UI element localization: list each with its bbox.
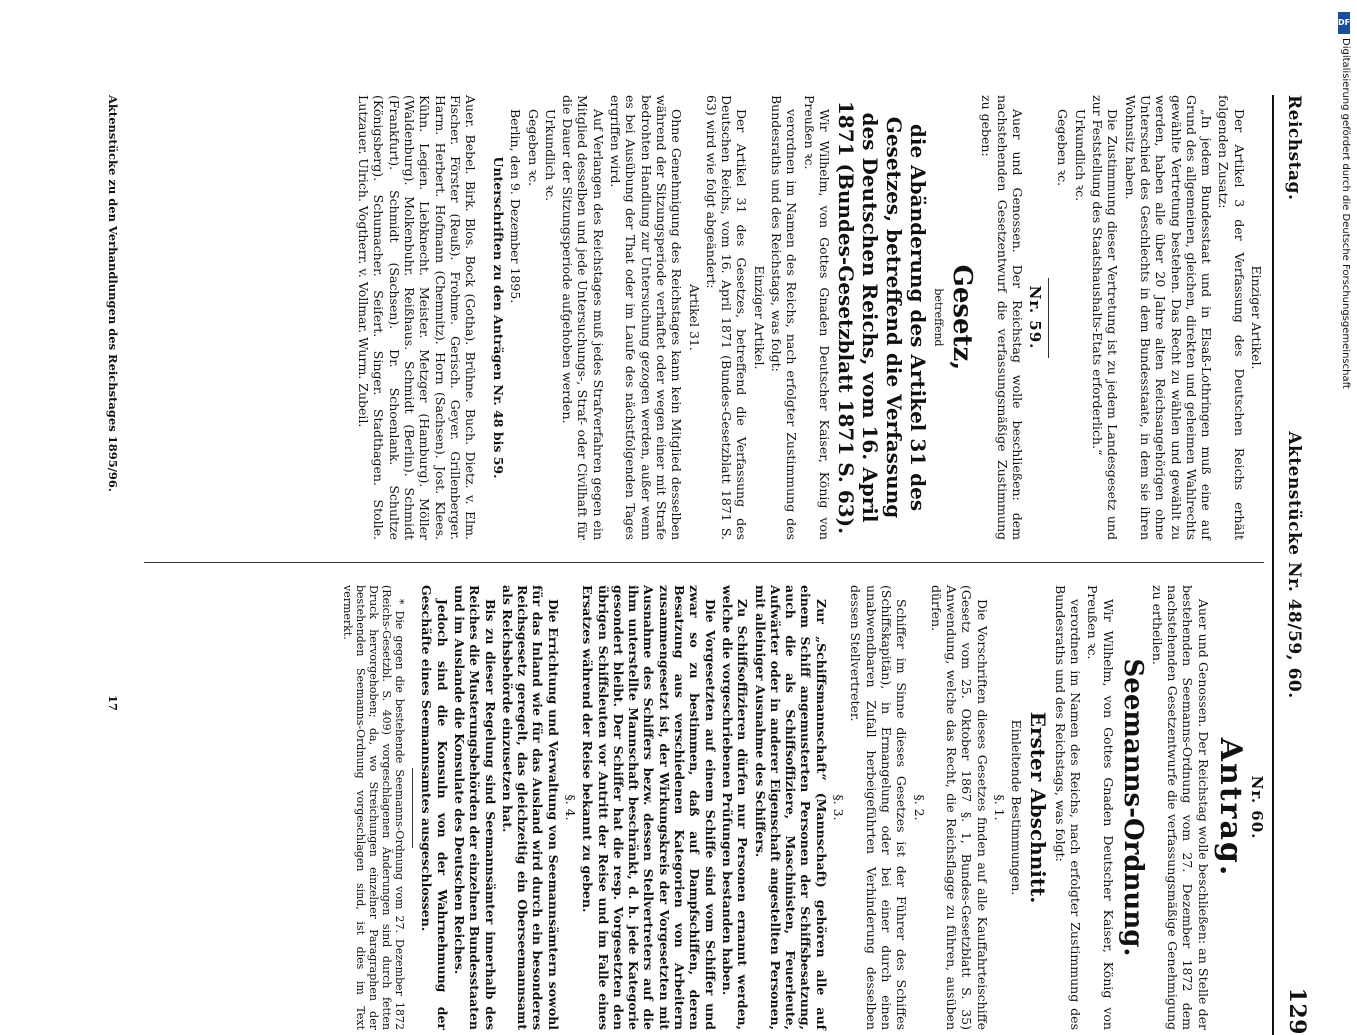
paragraph-number: §. 2. <box>911 794 927 821</box>
footnote: * Die gegen die bestehende Seemanns-Ordnung vom 27. Dezember 1872 (Reichs-Gesetzbl. S. 409) vorgeschlagenen Änderungen sind durch fetten Druck hervorgehoben; da, wo Streichungen einzelner Paragraphen der bestehenden Seemanns-Ordnung vorgeschlagen sind, ist dies im Text vermerkt. <box>341 585 407 1030</box>
signatures-heading: Unterschriften zu den Anträgen Nr. 48 bis 59. <box>491 156 507 479</box>
paragraph: Wir Wilhelm, von Gottes Gnaden Deutscher Kaiser, König von Preußen ꝛc. <box>1085 585 1116 1030</box>
footer-text: Aktenstücke zu den Verhandlungen des Reichstages 1895/96. <box>106 95 120 492</box>
section-heading: Erster Abschnitt. <box>1026 711 1051 904</box>
signature-mark: 17 <box>106 695 120 712</box>
paragraph: Wir Wilhelm, von Gottes Gnaden Deutscher Kaiser, König von Preußen ꝛc. <box>801 95 832 540</box>
paragraph-number: §. 4. <box>563 794 579 821</box>
dfg-logo: DFG <box>1338 12 1350 34</box>
paragraph: Gegeben ꝛc. <box>1055 109 1071 187</box>
paragraph: Der Artikel 3 der Verfassung des Deutschen Reichs erhält folgenden Zusatz: <box>1216 95 1247 540</box>
paragraph: Bis zu dieser Regelung sind Seemannsämter innerhalb des Reiches die Musterungsbehörden der einzelnen Bundesstaaten und im Auslande die Konsulate des Deutschen Reiches. <box>451 585 498 1030</box>
paragraph: Die Errichtung und Verwaltung von Seemannsämtern sowohl für das Inland wie für das Ausland wird durch ein besonderes Reichsgesetz geregelt, das gleichzeitig ein Oberseemannsamt als Reichsbehörde einzusetzen hat. <box>499 585 561 1030</box>
paragraph: verordnen im Namen des Reichs, nach erfolgter Zustimmung des Bundesraths und des Reichstags, was folgt: <box>769 95 800 540</box>
law-heading: Gesetz, <box>946 264 977 371</box>
article-heading: Einziger Artikel. <box>751 265 767 370</box>
motion-title: Antrag. <box>1212 737 1248 878</box>
paragraph: Zu Schiffsoffizieren dürfen nur Personen ernannt werden, welche die vorgeschriebenen Prüfungen bestanden haben. <box>719 585 751 1030</box>
paragraph: Jedoch sind die Konsuln von der Wahrnehmung der Geschäfte eines Seemannsamtes ausgeschlossen. <box>419 585 450 1030</box>
paragraph: Auer und Genossen. Der Reichstag wolle beschließen: an Stelle der bestehenden Seemanns-Ordnung vom 27. Dezember 1872 dem nachstehenden Gesetzentwurfe die verfassungsmäßige Genehmigung zu ertheilen. <box>1149 585 1211 1030</box>
article-heading: Artikel 31. <box>686 284 702 351</box>
page-header <box>1272 95 1310 1035</box>
section-subheading: Einleitende Bestimmungen. <box>1009 719 1025 896</box>
paragraph: Die Zustimmung dieser Vertretung ist zu jedem Landesgesetz und zur Feststellung des Staatshaushalts-Etats erforderlich.“ <box>1090 95 1121 540</box>
paragraph: Zur „Schiffsmannschaft“ (Mannschaft) gehören alle auf einem Schiff angemusterten Personen der Schiffsbesatzung, auch die als Schiffsoffiziere, Maschinisten, Feuerleute, Aufwärter oder in anderer Eigenschaft angestellten Personen, mit alleiniger Ausnahme des Schiffers. <box>752 585 829 1030</box>
motion-number: Nr. 59. <box>1026 285 1045 350</box>
paragraph-number: §. 3. <box>831 794 847 821</box>
paragraph: „In jedem Bundesstaat und in Elsaß-Lothringen muß eine auf Grund des allgemeinen, gleichen, direkten und geheimen Wahlrechts gewählte Vertretung bestehen. Das Recht zu wählen und gewählt zu werden, haben alle über 20 Jahre alten Reichsangehörigen ohne Unterschied des Geschlechts in dem Bundesstaate, in dem sie ihren Wohnsitz haben. <box>1122 95 1215 540</box>
paragraph: Urkundlich ꝛc. <box>1072 109 1088 202</box>
digitization-note <box>1337 8 1357 998</box>
law-subheading: betreffend <box>931 288 945 347</box>
paragraph-number: §. 1. <box>992 794 1008 821</box>
paragraph: Ohne Genehmigung des Reichstages kann kein Mitglied desselben während der Sitzungsperiode verhaftet oder wegen einer mit Strafe bedrohten Handlung zur Untersuchung gezogen werden, außer wenn es bei Ausübung der That oder im Laufe des nächstfolgenden Tages ergriffen wird. <box>608 95 685 540</box>
footnote-separator <box>412 768 413 848</box>
paragraph: Gegeben ꝛc. <box>525 109 541 187</box>
motion-number: Nr. 60. <box>1248 775 1266 840</box>
left-column <box>134 95 1264 540</box>
page-number: 129 <box>1284 987 1310 1035</box>
paragraph: Schiffer im Sinne dieses Gesetzes ist der Führer des Schiffes (Schiffskapitän), in Ermangelung oder bei einer durch einen unabwendbaren Zufall herbeigeführten Verhinderung desselben dessen Stellvertreter. <box>848 585 910 1030</box>
header-center: Aktenstücke Nr. 48/59, 60. <box>1284 431 1304 699</box>
paragraph: Die Vorgesetzten auf einem Schiffe sind vom Schiffer und zwar so zu bestimmen, daß auf Dampfschiffen, deren Besatzung aus verschiedenen Kategorien von Arbeitern zusammengesetzt ist, der Wirkungskreis der Vorgesetzten mit Ausnahme des Schiffers bezw. dessen Stellvertreters auf die ihm unterstellte Mannschaft beschränkt, d. h. jede Kategorie gesondert bleibt. Der Schiffer hat die resp. Vorgesetzten den übrigen Schiffsleuten vor Antritt der Reise und im Falle eines Ersatzes während der Reise bekannt zu geben. <box>580 585 718 1030</box>
signatures: Auer. Bebel. Birk. Blos. Bock (Gotha). Brühne. Buch. Dietz. v. Elm. Fischer. Förster (Reuß). Frohme. Gerisch. Geyer. Grillenberger. Harm. Herbert. Hofmann (Chemnitz). Horn (Sachsen). Jost. Klees. Kühn. Legien. Liebknecht. Meister. Metzger (Hamburg). Möller (Waldenburg). Molkenbuhr. Reißhaus. Schmidt (Berlin). Schmidt (Frankfurt). Schmidt (Sachsen). Dr. Schoenlank. Schultze (Königsberg). Schumacher. Seifert. Singer. Stadthagen. Stolle. Lutzauer. Ulrich. Vogtherr. v. Vollmar. Wurm. Zubeil. <box>356 95 479 540</box>
date-line: Berlin, den 9. Dezember 1895. <box>508 109 524 304</box>
header-left: Reichstag. <box>1284 95 1304 201</box>
digitization-text: Digitalisierung gefördert durch die Deutsche Forschungsgemeinschaft <box>1340 38 1351 389</box>
law-title: Seemanns-Ordnung. <box>1117 658 1148 957</box>
paragraph: Auf Verlangen des Reichstages muß jedes Strafverfahren gegen ein Mitglied desselben und jede Untersuchungs-, Straf- oder Civilhaft für die Dauer der Sitzungsperiode aufgehoben werden. <box>560 95 606 540</box>
paragraph: verordnen im Namen des Reichs, nach erfolgter Zustimmung des Bundesraths und des Reichstags, was folgt: <box>1052 585 1083 1030</box>
motion-text: Auer und Genossen. Der Reichstag wolle beschließen: dem nachstehenden Gesetzentwurf die verfassungsmäßige Zustimmung zu geben: <box>979 95 1025 540</box>
law-title: die Abänderung des Artikel 31 des Gesetzes, betreffend die Verfassung des Deutschen Reichs, vom 16. April 1871 (Bundes-Gesetzblatt 1871 S. 63). <box>833 100 930 535</box>
article-heading: Einziger Artikel. <box>1249 265 1264 370</box>
column-divider <box>144 562 1264 563</box>
right-column <box>134 585 1264 1030</box>
paragraph: Die Vorschriften dieses Gesetzes finden auf alle Kauffahrteischiffe (Gesetz vom 25. Oktober 1867 §. 1, Bundes-Gesetzblatt S. 35) Anwendung, welche das Recht, die Reichsflagge zu führen, ausüben dürfen. <box>928 585 990 1030</box>
paragraph: Der Artikel 31 des Gesetzes, betreffend die Verfassung des Deutschen Reichs, vom 16. April 1871 (Bundes-Gesetzblatt 1871 S. 63) wird wie folgt abgeändert: <box>703 95 750 540</box>
paragraph: Urkundlich ꝛc. <box>542 109 558 202</box>
document-sheet <box>70 95 1310 1035</box>
separator <box>1048 278 1049 358</box>
